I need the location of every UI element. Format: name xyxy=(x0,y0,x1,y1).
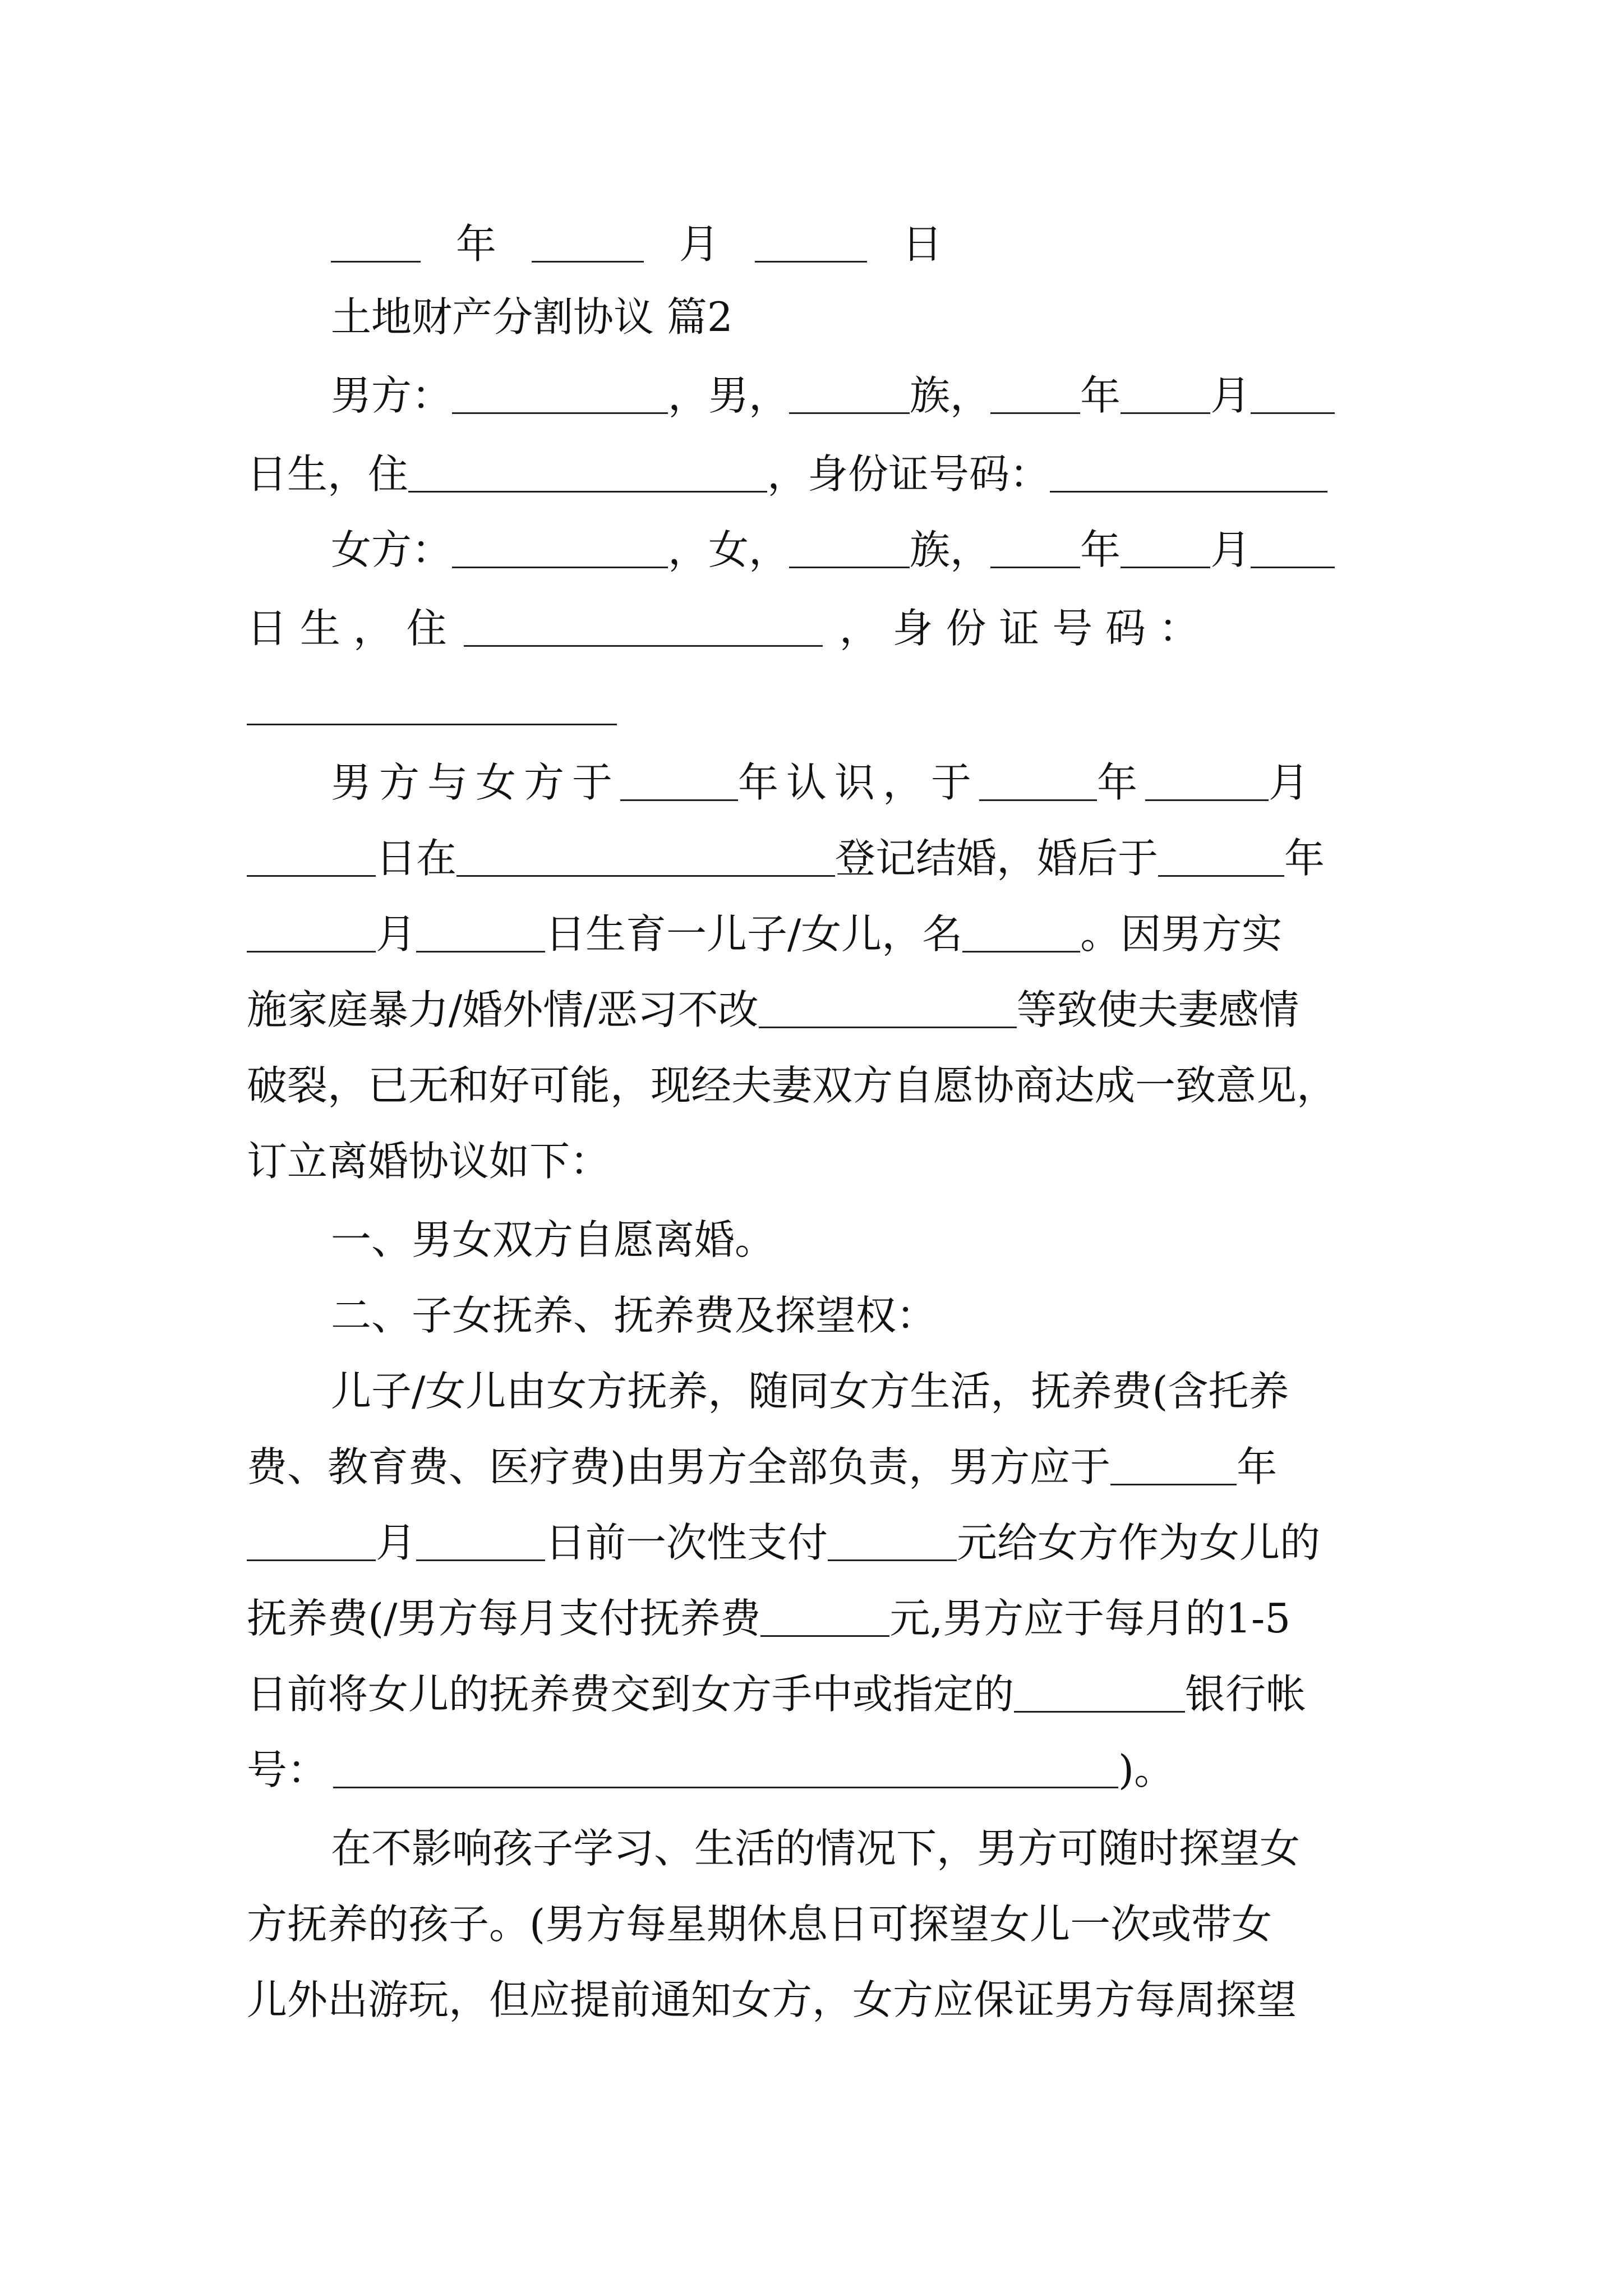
text: 登记结婚，婚后于 xyxy=(835,835,1159,882)
blank-female-address xyxy=(464,602,823,647)
para3-line1: 在不影响孩子学习、生活的情况下，男方可随时探望女 xyxy=(331,1825,1301,1872)
male-id-label: ，身份证号码： xyxy=(767,450,1050,498)
blank-lump-sum xyxy=(828,1517,957,1561)
text: 月 xyxy=(376,910,417,958)
text: 男方与女方于 xyxy=(331,759,621,806)
para2-line1: 儿子/女儿由女方抚养，随同女方生活，抚养费(含托养 xyxy=(331,1368,1289,1415)
blank-day xyxy=(755,218,867,263)
male-gender: ，男， xyxy=(668,372,790,419)
para2-line5 xyxy=(247,1658,1385,1731)
item-one: 一、男女双方自愿离婚。 xyxy=(331,1216,776,1263)
male-ethnic-label: 族， xyxy=(910,372,991,419)
para1-line5: 破裂，已无和好可能，现经夫妻双方自愿协商达成一致意见， xyxy=(247,1062,1338,1109)
blank-month xyxy=(532,218,644,263)
female-year-label: 年 xyxy=(1080,526,1121,573)
blank-female-id xyxy=(247,681,617,725)
female-party-line xyxy=(247,513,1385,586)
male-address-line xyxy=(247,438,1385,510)
blank-marry-year xyxy=(979,757,1097,801)
blank-marry-month xyxy=(1145,757,1269,801)
blank-pay-year xyxy=(1110,1441,1237,1485)
female-id-label: ， 身 份 证 号 码 ： xyxy=(839,605,1199,652)
female-birth-prefix: 日 生 ， 住 xyxy=(247,605,447,652)
male-month-label: 月 xyxy=(1210,372,1251,419)
female-address-line xyxy=(247,592,1385,665)
blank-birth-month xyxy=(247,908,376,953)
para1-line2 xyxy=(247,822,1385,895)
date-year-label: 年 xyxy=(455,220,496,268)
blank-male-id xyxy=(1050,448,1327,493)
blank-male-day xyxy=(1251,370,1335,414)
text: 号： xyxy=(247,1746,328,1793)
text: 日前将女儿的抚养费交到女方手中或指定的 xyxy=(247,1671,1015,1718)
blank-pay-month xyxy=(247,1517,376,1561)
para1-line6: 订立离婚协议如下： xyxy=(247,1138,611,1185)
male-year-label: 年 xyxy=(1080,372,1121,419)
text: 银行帐 xyxy=(1185,1671,1307,1718)
para2-line2 xyxy=(247,1430,1385,1503)
text: 等致使夫妻感情 xyxy=(1016,986,1299,1033)
para1-line3 xyxy=(247,898,1385,970)
blank-female-month xyxy=(1121,524,1210,568)
blank-bank-account xyxy=(333,1744,1118,1788)
female-id-line xyxy=(247,670,1385,743)
blank-birth-day xyxy=(416,908,545,953)
text: 费、教育费、医疗费)由男方全部负责，男方应于 xyxy=(247,1443,1111,1490)
para2-line4 xyxy=(247,1582,1385,1655)
text: 年 xyxy=(1237,1443,1278,1490)
text: 抚养费(/男方每月支付抚养费 xyxy=(247,1595,761,1642)
text: 月 xyxy=(376,1519,417,1566)
item-two: 二、子女抚养、抚养费及探望权： xyxy=(331,1292,937,1339)
blank-female-ethnic xyxy=(789,524,910,568)
female-label: 女方： xyxy=(331,526,453,573)
text: 元,男方应于每月的1-5 xyxy=(889,1595,1291,1642)
para1-line4 xyxy=(247,973,1385,1046)
blank-meet-year xyxy=(620,757,738,801)
blank-child-name xyxy=(962,908,1080,953)
para3-line3: 儿外出游玩，但应提前通知女方，女方应保证男方每周探望 xyxy=(247,1976,1297,2023)
text: 日前一次性支付 xyxy=(545,1519,828,1566)
blank-pay-day xyxy=(416,1517,545,1561)
male-party-line xyxy=(247,359,1385,432)
blank-male-year xyxy=(990,370,1080,414)
blank-marry-day xyxy=(247,832,376,877)
text: 元给女方作为女儿的 xyxy=(957,1519,1321,1566)
text: 。因男方实 xyxy=(1080,910,1283,958)
section-heading: 土地财产分割协议 篇2 xyxy=(331,293,733,341)
para3-line2: 方抚养的孩子。(男方每星期休息日可探望女儿一次或带女 xyxy=(247,1901,1272,1948)
blank-male-address xyxy=(408,448,767,493)
blank-female-year xyxy=(990,524,1080,568)
blank-male-month xyxy=(1121,370,1210,414)
text: 年 xyxy=(1097,759,1146,806)
text: 年 xyxy=(1284,835,1325,882)
blank-male-name xyxy=(452,370,668,414)
blank-reason xyxy=(759,984,1017,1028)
blank-female-name xyxy=(452,524,668,568)
female-month-label: 月 xyxy=(1210,526,1251,573)
date-day-label: 日 xyxy=(902,220,943,268)
text: 年认识，于 xyxy=(738,759,980,806)
blank-male-ethnic xyxy=(789,370,910,414)
female-ethnic-label: 族， xyxy=(910,526,991,573)
para1-line1 xyxy=(247,746,1385,819)
text: 日在 xyxy=(376,835,457,882)
date-month-label: 月 xyxy=(679,220,720,268)
para2-line3 xyxy=(247,1506,1385,1579)
text: 施家庭暴力/婚外情/恶习不改 xyxy=(247,986,759,1033)
text: )。 xyxy=(1118,1746,1175,1793)
blank-year xyxy=(331,218,421,263)
blank-female-day xyxy=(1251,524,1335,568)
male-label: 男方： xyxy=(331,372,453,419)
date-line xyxy=(247,208,1385,280)
blank-marry-place xyxy=(457,832,835,877)
text: 日生育一儿子/女儿，名 xyxy=(545,910,963,958)
text: 月 xyxy=(1269,759,1317,806)
male-birth-prefix: 日生，住 xyxy=(247,450,409,498)
blank-monthly-amount xyxy=(760,1593,889,1637)
blank-bank-name xyxy=(1014,1668,1185,1713)
para2-line6 xyxy=(247,1733,1385,1806)
female-gender: ，女， xyxy=(668,526,790,573)
blank-birth-year xyxy=(1158,832,1284,877)
